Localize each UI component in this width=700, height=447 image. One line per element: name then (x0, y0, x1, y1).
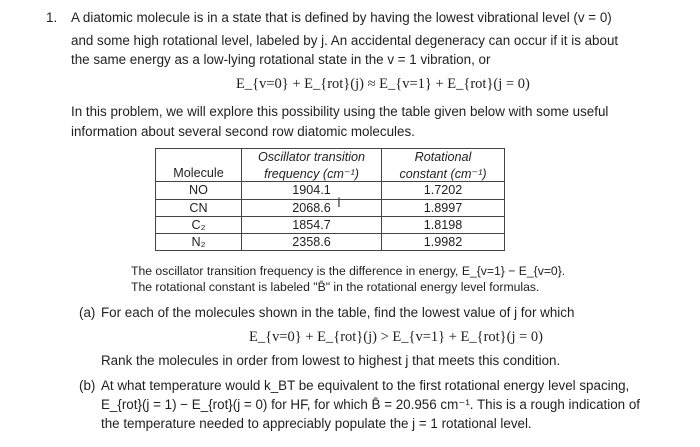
part-b-line-2: E_{rot}(j = 1) − E_{rot}(j = 0) for HF, for which B̄ = 20.956 cm⁻¹. This is a rough indication of (101, 397, 640, 412)
constant-cell: 1.7202 (382, 182, 505, 199)
rotational-header-line1: Rotational (382, 149, 505, 166)
constant-cell: 1.9982 (382, 233, 505, 250)
intro-line-2: and some high rotational level, labeled by j. An accidental degeneracy can occur if it is about (71, 33, 619, 48)
oscillator-header-line2: frequency (cm⁻¹) (242, 165, 382, 182)
molecule-cell: N₂ (156, 233, 242, 250)
frequency-cell: 2358.6 (242, 233, 382, 250)
molecule-header: Molecule (156, 165, 242, 182)
part-a-line: For each of the molecules shown in the table, find the lowest value of j for which (101, 305, 575, 320)
frequency-cell: 1904.1 (242, 182, 382, 199)
constant-cell: 1.8997 (382, 199, 505, 216)
part-a-label: (a) (79, 305, 96, 320)
table-row (156, 233, 505, 250)
caption-oscillator: The oscillator transition frequency is the difference in energy, E_{v=1} − E_{v=0}. (131, 264, 566, 278)
oscillator-header-line1: Oscillator transition (242, 149, 382, 166)
frequency-cell: 2068.6 (242, 199, 382, 216)
molecule-table (155, 148, 505, 251)
part-b-line-3: the temperature needed to appreciably populate the j = 1 rotational level. (101, 416, 532, 431)
table-row (156, 216, 505, 233)
degeneracy-equation: E_{v=0} + E_{rot}(j) ≈ E_{v=1} + E_{rot}(j = 0) (236, 76, 530, 92)
part-a-rank: Rank the molecules in order from lowest to highest j that meets this condition. (101, 353, 561, 368)
text-cursor-icon: I (337, 194, 341, 210)
part-a-equation: E_{v=0} + E_{rot}(j) > E_{v=1} + E_{rot}(j = 0) (249, 329, 544, 345)
intro-line-1: A diatomic molecule is in a state that is defined by having the lowest vibrational level (v = 0) (71, 10, 612, 25)
table-row (156, 182, 505, 199)
explore-line-2: information about several second row diatomic molecules. (71, 124, 415, 139)
constant-cell: 1.8198 (382, 216, 505, 233)
table-header-row-2 (156, 165, 505, 182)
rotational-header-line2: constant (cm⁻¹) (382, 165, 505, 182)
molecule-cell: CN (156, 199, 242, 216)
frequency-cell: 1854.7 (242, 216, 382, 233)
part-b-label: (b) (79, 378, 96, 393)
part-b-line-1: At what temperature would k_BT be equivalent to the first rotational energy level spacing, (101, 378, 630, 393)
molecule-cell: C₂ (156, 216, 242, 233)
intro-line-3: the same energy as a low-lying rotational state in the v = 1 vibration, or (71, 52, 491, 67)
caption-rotational: The rotational constant is labeled "B̄" in the rotational energy level formulas. (131, 280, 540, 294)
table-row (156, 199, 505, 216)
molecule-header-blank (156, 149, 242, 166)
molecule-cell: NO (156, 182, 242, 199)
table-header-row-1 (156, 149, 505, 166)
explore-line-1: In this problem, we will explore this possibility using the table given below with some useful (71, 104, 609, 119)
problem-number: 1. (46, 10, 58, 25)
